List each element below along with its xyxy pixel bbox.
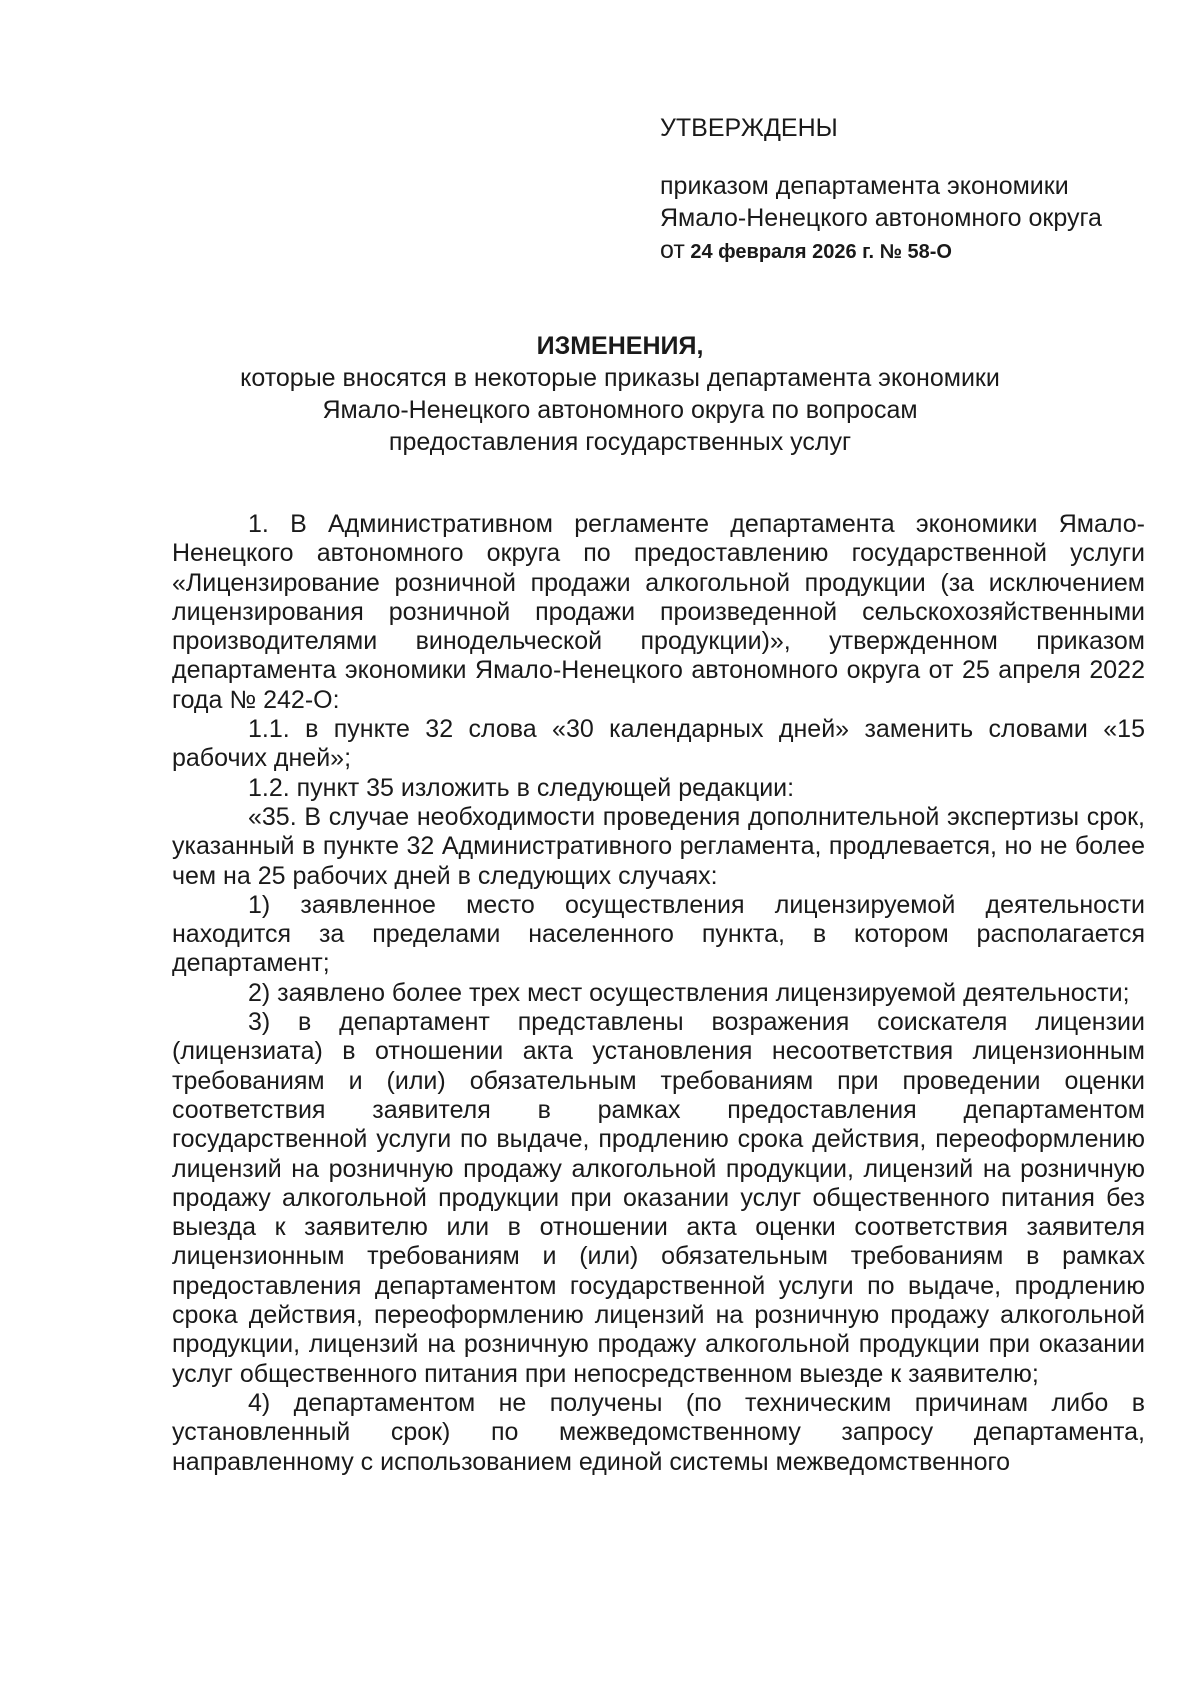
approval-stamp [660, 112, 1140, 268]
paragraph-1: 1. В Административном регламенте департамента экономики Ямало-Ненецкого автономного округа по предоставлению государственной услуги «Лицензирование розничной продажи алкогольной продукции (за исключением лицензирования розничной продажи произведенной сельскохозяйственными производителями винодельческой продукции)», утвержденном приказом департамента экономики Ямало-Ненецкого автономного округа от 25 апреля 2022 года № 242-О: [172, 510, 1145, 714]
order-date-line [660, 234, 1140, 268]
heading-line-2: Ямало-Ненецкого автономного округа по вопросам [322, 396, 918, 424]
paragraph-1-1: 1.1. в пункте 32 слова «30 календарных дней» заменить словами «15 рабочих дней»; [172, 715, 1145, 773]
order-line-1: приказом департамента экономики [660, 172, 1069, 200]
paragraph-35: «35. В случае необходимости проведения дополнительной экспертизы срок, указанный в пункте 32 Административного регламента, продлевается, но не более чем на 25 рабочих дней в следующих случаях: [172, 802, 1145, 890]
document-title: ИЗМЕНЕНИЯ, [536, 332, 704, 360]
date-prefix: от [660, 236, 685, 264]
approved-label: УТВЕРЖДЕНЫ [660, 114, 838, 142]
item-1: 1) заявленное место осуществления лицензируемой деятельности находится за пределами населенного пункта, в котором располагается департамент; [172, 890, 1145, 978]
document-body [172, 510, 1145, 1477]
document-heading [170, 330, 1070, 458]
heading-line-1: которые вносятся в некоторые приказы департамента экономики [240, 364, 1000, 392]
item-3: 3) в департамент представлены возражения соискателя лицензии (лицензиата) в отношении акта установления несоответствия лицензионным требованиям и (или) обязательным требованиям при проведении оценки соответствия заявителя в рамках предоставления департаментом государственной услуги по выдаче, продлению срока действия, переоформлению лицензий на розничную продажу алкогольной продукции, лицензий на розничную продажу алкогольной продукции при оказании услуг общественного питания без выезда к заявителю или в отношении акта оценки соответствия заявителя лицензионным требованиям и (или) обязательным требованиям в рамках предоставления департаментом государственной услуги по выдаче, продлению срока действия, переоформлению лицензий на розничную продажу алкогольной продукции, лицензий на розничную продажу алкогольной продукции при оказании услуг общественного питания при непосредственном выезде к заявителю; [172, 1008, 1145, 1388]
order-line-2: Ямало-Ненецкого автономного округа [660, 204, 1102, 232]
item-4: 4) департаментом не получены (по техническим причинам либо в установленный срок) по межведомственному запросу департамента, направленному с использованием единой системы межведомственного [172, 1388, 1145, 1476]
order-date-number: 24 февраля 2026 г. № 58-О [690, 241, 952, 263]
heading-line-3: предоставления государственных услуг [388, 428, 852, 456]
paragraph-1-2: 1.2. пункт 35 изложить в следующей редакции: [248, 773, 795, 802]
item-2: 2) заявлено более трех мест осуществления лицензируемой деятельности; [248, 978, 1130, 1007]
